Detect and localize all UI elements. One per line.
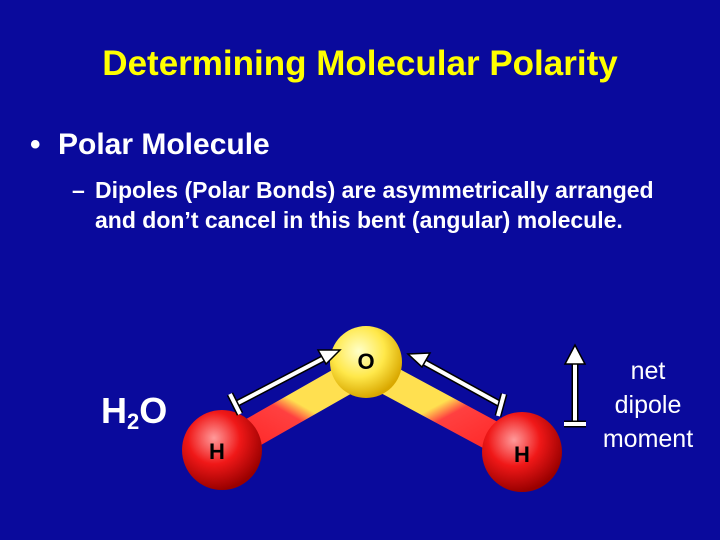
- net-label-line2: dipole: [614, 391, 682, 419]
- water-formula: [101, 390, 167, 435]
- bullet-dot: •: [30, 128, 41, 161]
- formula-subscript: 2: [127, 409, 140, 434]
- sub-bullet-dash: –: [72, 177, 85, 203]
- net-label-line3: moment: [602, 425, 694, 453]
- net-label-line1: net: [630, 357, 666, 385]
- net-dipole-arrow: [564, 345, 586, 424]
- atom-label-o: O: [357, 349, 375, 374]
- formula-h: H: [101, 390, 127, 431]
- bullet-text: Polar Molecule: [58, 128, 270, 161]
- net-dipole-label: [596, 354, 700, 456]
- slide-title: Determining Molecular Polarity: [102, 44, 618, 83]
- formula-o: O: [139, 390, 168, 431]
- sub-bullet-text: Dipoles (Polar Bonds) are asymmetrically arranged and don’t cancel in this bent (angular) molecule.: [95, 177, 654, 233]
- atom-label-h-left: H: [209, 439, 225, 464]
- atom-label-h-right: H: [514, 442, 530, 467]
